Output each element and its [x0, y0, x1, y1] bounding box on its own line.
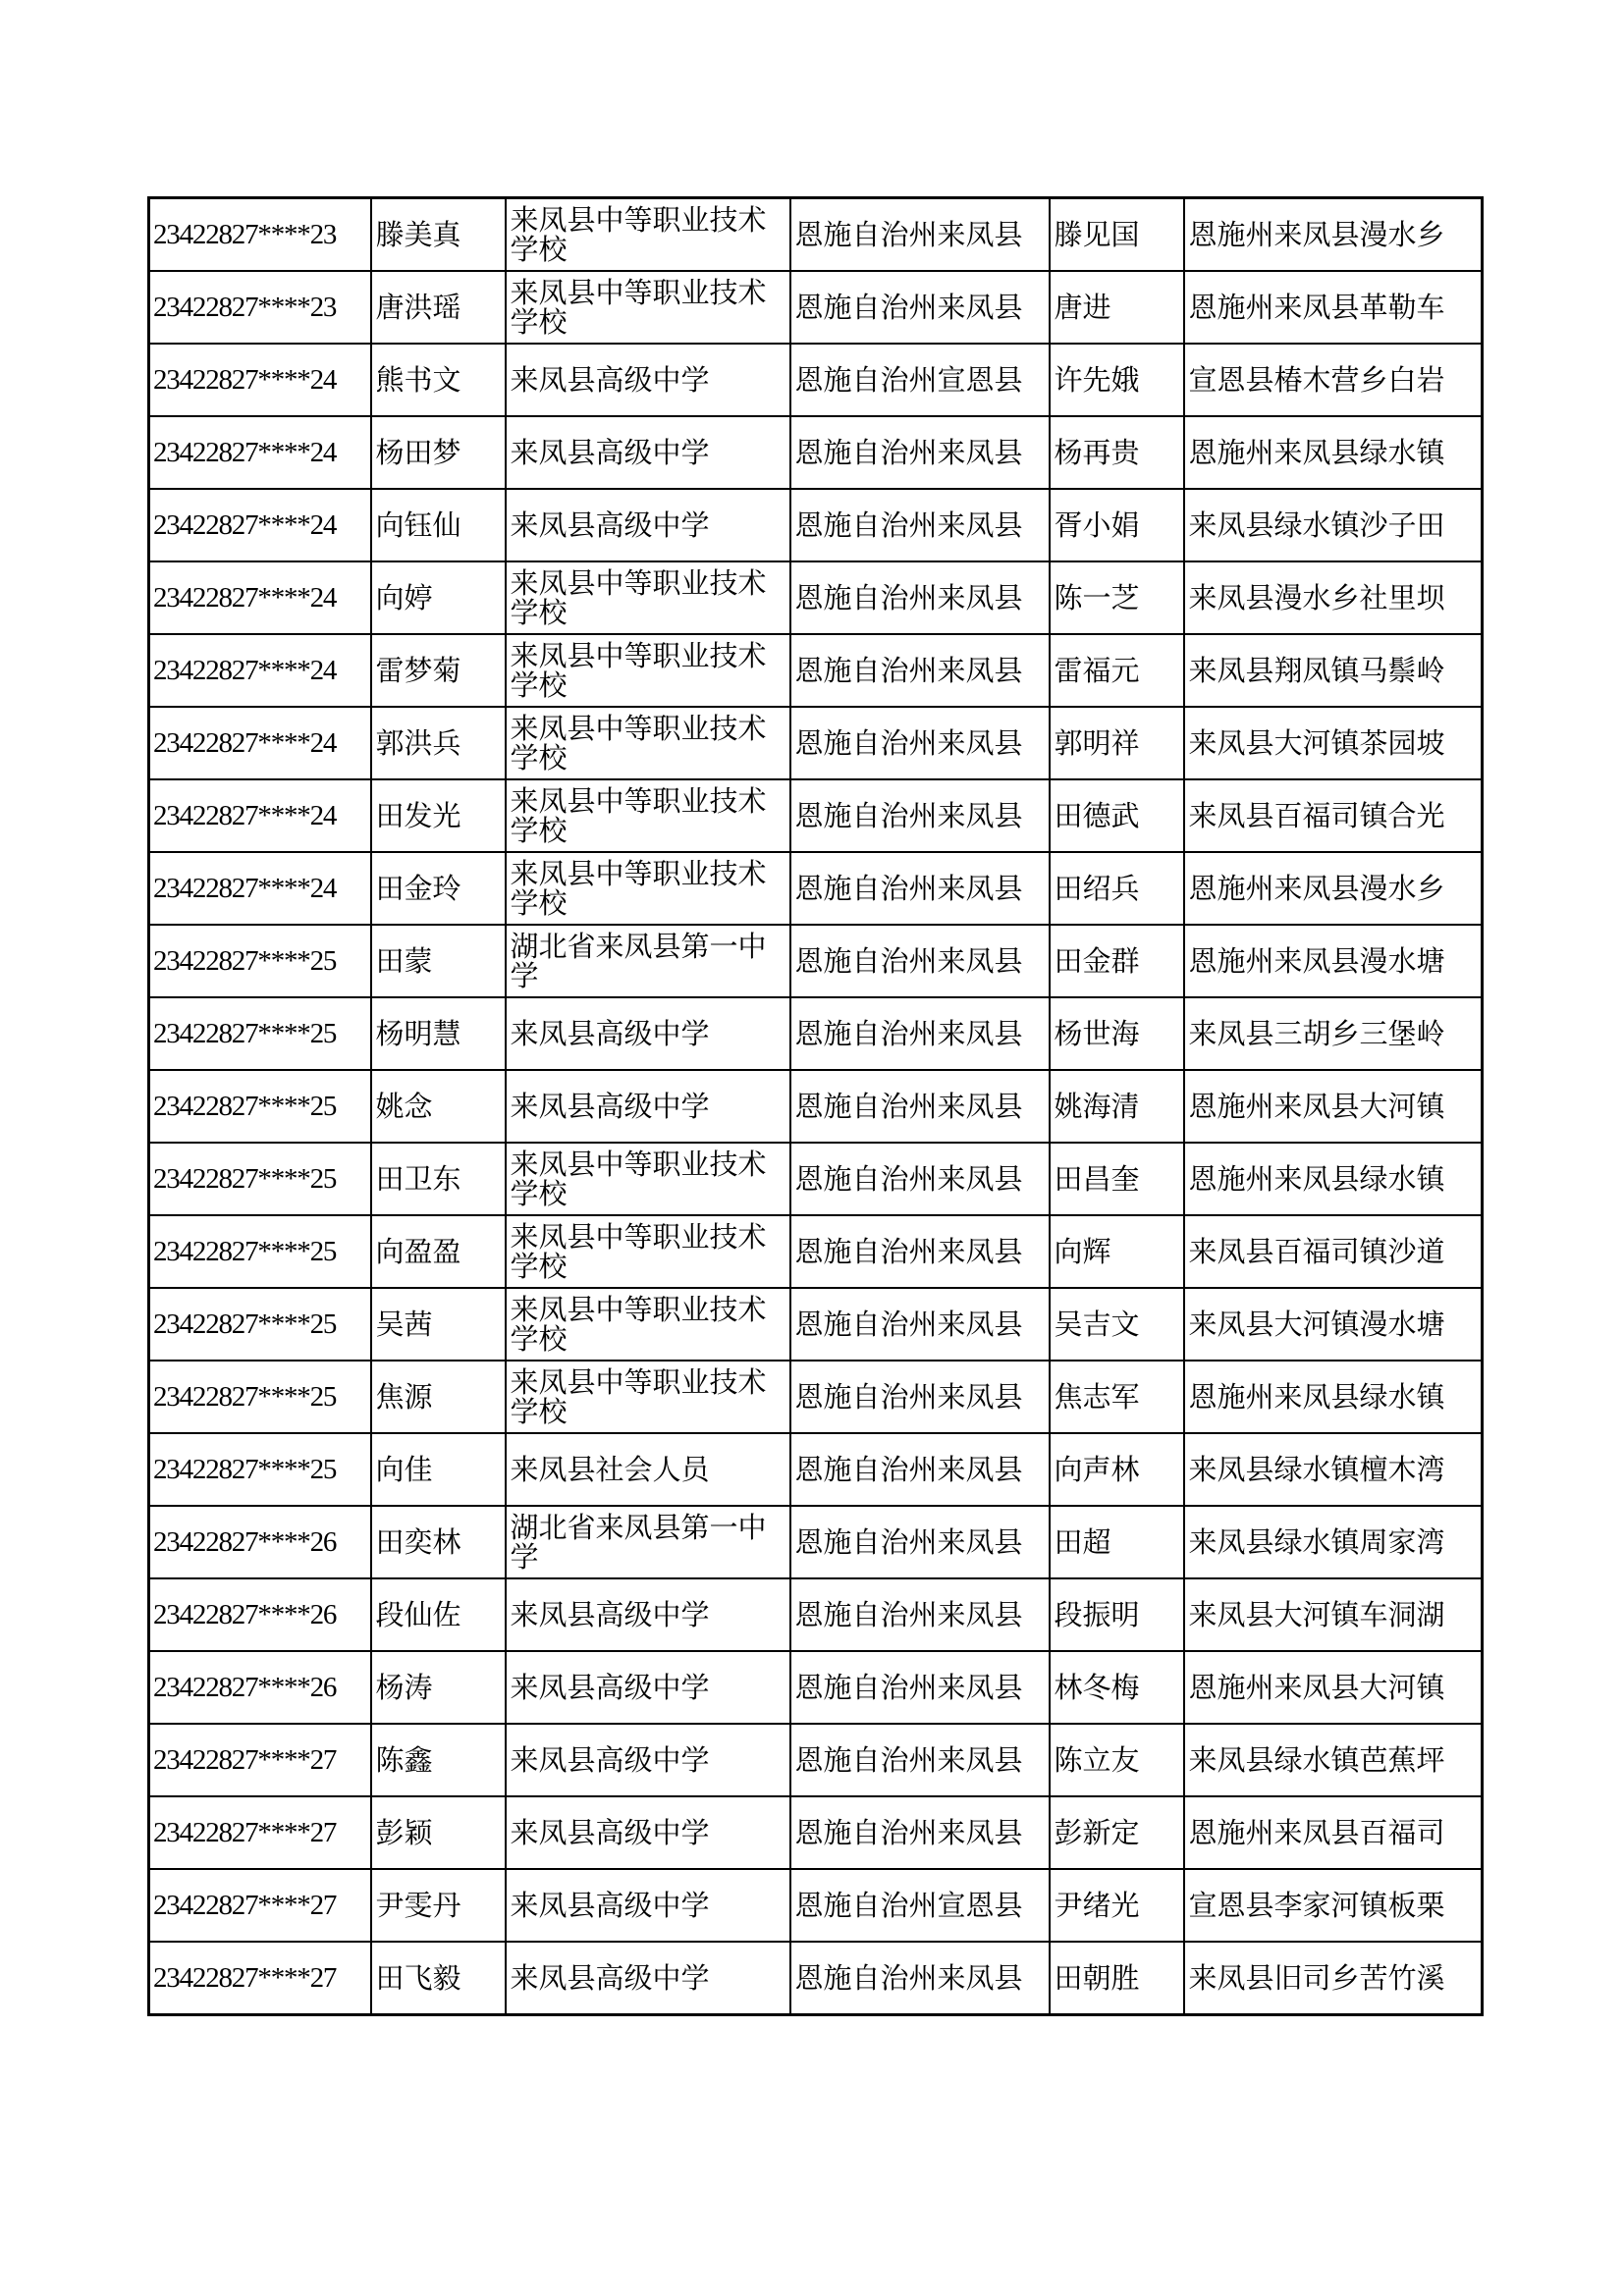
- address-cell: 恩施州来凤县百福司: [1184, 1796, 1483, 1869]
- address-cell: 恩施州来凤县漫水塘: [1184, 925, 1483, 997]
- table-row: [149, 852, 1483, 925]
- id-number-cell: 23422827****24: [149, 707, 371, 779]
- address-cell: 恩施州来凤县革勒车: [1184, 271, 1483, 344]
- table-row: [149, 1070, 1483, 1143]
- address-cell: 恩施州来凤县绿水镇: [1184, 1143, 1483, 1215]
- school-cell: 来凤县高级中学: [506, 1578, 790, 1651]
- student-name-cell: 田奕林: [371, 1506, 506, 1578]
- region-cell: 恩施自治州来凤县: [790, 1070, 1050, 1143]
- student-name-cell: 熊书文: [371, 344, 506, 416]
- school-cell: 来凤县中等职业技术学校: [506, 779, 790, 852]
- address-cell: 恩施州来凤县绿水镇: [1184, 416, 1483, 489]
- guardian-name-cell: 胥小娟: [1050, 489, 1184, 561]
- address-cell: 来凤县漫水乡社里坝: [1184, 561, 1483, 634]
- address-cell: 来凤县绿水镇沙子田: [1184, 489, 1483, 561]
- region-cell: 恩施自治州来凤县: [790, 561, 1050, 634]
- address-cell: 来凤县大河镇车洞湖: [1184, 1578, 1483, 1651]
- table-row: [149, 1942, 1483, 2015]
- region-cell: 恩施自治州宣恩县: [790, 1869, 1050, 1942]
- school-cell: 来凤县高级中学: [506, 1651, 790, 1724]
- id-number-cell: 23422827****24: [149, 416, 371, 489]
- student-name-cell: 田发光: [371, 779, 506, 852]
- table-row: [149, 344, 1483, 416]
- school-cell: 来凤县高级中学: [506, 1869, 790, 1942]
- id-number-cell: 23422827****25: [149, 925, 371, 997]
- school-cell: 来凤县高级中学: [506, 489, 790, 561]
- student-name-cell: 向婷: [371, 561, 506, 634]
- id-number-cell: 23422827****24: [149, 561, 371, 634]
- school-cell: 来凤县高级中学: [506, 997, 790, 1070]
- table-row: [149, 1288, 1483, 1361]
- address-cell: 恩施州来凤县大河镇: [1184, 1651, 1483, 1724]
- id-number-cell: 23422827****24: [149, 489, 371, 561]
- school-cell: 来凤县高级中学: [506, 1070, 790, 1143]
- table-row: [149, 925, 1483, 997]
- address-cell: 来凤县绿水镇芭蕉坪: [1184, 1724, 1483, 1796]
- id-number-cell: 23422827****26: [149, 1506, 371, 1578]
- student-name-cell: 向钰仙: [371, 489, 506, 561]
- table-row: [149, 707, 1483, 779]
- school-cell: 来凤县中等职业技术学校: [506, 1361, 790, 1433]
- student-name-cell: 唐洪瑶: [371, 271, 506, 344]
- id-number-cell: 23422827****24: [149, 344, 371, 416]
- id-number-cell: 23422827****24: [149, 634, 371, 707]
- student-name-cell: 郭洪兵: [371, 707, 506, 779]
- id-number-cell: 23422827****27: [149, 1724, 371, 1796]
- guardian-name-cell: 陈一芝: [1050, 561, 1184, 634]
- school-cell: 来凤县中等职业技术学校: [506, 852, 790, 925]
- id-number-cell: 23422827****24: [149, 852, 371, 925]
- table-row: [149, 1361, 1483, 1433]
- school-cell: 来凤县中等职业技术学校: [506, 1288, 790, 1361]
- student-name-cell: 向盈盈: [371, 1215, 506, 1288]
- guardian-name-cell: 段振明: [1050, 1578, 1184, 1651]
- region-cell: 恩施自治州来凤县: [790, 1361, 1050, 1433]
- address-cell: 宣恩县李家河镇板栗: [1184, 1869, 1483, 1942]
- school-cell: 湖北省来凤县第一中学: [506, 925, 790, 997]
- student-name-cell: 杨田梦: [371, 416, 506, 489]
- id-number-cell: 23422827****25: [149, 1215, 371, 1288]
- region-cell: 恩施自治州来凤县: [790, 852, 1050, 925]
- guardian-name-cell: 吴吉文: [1050, 1288, 1184, 1361]
- address-cell: 恩施州来凤县绿水镇: [1184, 1361, 1483, 1433]
- guardian-name-cell: 许先娥: [1050, 344, 1184, 416]
- student-name-cell: 段仙佐: [371, 1578, 506, 1651]
- guardian-name-cell: 彭新定: [1050, 1796, 1184, 1869]
- table-row: [149, 271, 1483, 344]
- region-cell: 恩施自治州来凤县: [790, 1724, 1050, 1796]
- guardian-name-cell: 姚海清: [1050, 1070, 1184, 1143]
- student-name-cell: 尹雯丹: [371, 1869, 506, 1942]
- address-cell: 来凤县大河镇漫水塘: [1184, 1288, 1483, 1361]
- region-cell: 恩施自治州来凤县: [790, 416, 1050, 489]
- table-row: [149, 1651, 1483, 1724]
- id-number-cell: 23422827****25: [149, 997, 371, 1070]
- table-row: [149, 561, 1483, 634]
- student-name-cell: 杨明慧: [371, 997, 506, 1070]
- guardian-name-cell: 田昌奎: [1050, 1143, 1184, 1215]
- guardian-name-cell: 杨再贵: [1050, 416, 1184, 489]
- region-cell: 恩施自治州来凤县: [790, 1288, 1050, 1361]
- school-cell: 来凤县中等职业技术学校: [506, 561, 790, 634]
- id-number-cell: 23422827****25: [149, 1361, 371, 1433]
- guardian-name-cell: 田金群: [1050, 925, 1184, 997]
- student-name-cell: 田蒙: [371, 925, 506, 997]
- guardian-name-cell: 唐进: [1050, 271, 1184, 344]
- guardian-name-cell: 滕见国: [1050, 198, 1184, 272]
- id-number-cell: 23422827****25: [149, 1433, 371, 1506]
- region-cell: 恩施自治州来凤县: [790, 1506, 1050, 1578]
- roster-body: [149, 198, 1483, 2015]
- school-cell: 来凤县高级中学: [506, 1942, 790, 2015]
- id-number-cell: 23422827****27: [149, 1796, 371, 1869]
- guardian-name-cell: 杨世海: [1050, 997, 1184, 1070]
- guardian-name-cell: 向辉: [1050, 1215, 1184, 1288]
- id-number-cell: 23422827****25: [149, 1288, 371, 1361]
- table-row: [149, 1578, 1483, 1651]
- student-name-cell: 姚念: [371, 1070, 506, 1143]
- id-number-cell: 23422827****24: [149, 779, 371, 852]
- student-name-cell: 田卫东: [371, 1143, 506, 1215]
- address-cell: 宣恩县椿木营乡白岩: [1184, 344, 1483, 416]
- table-row: [149, 1796, 1483, 1869]
- address-cell: 来凤县绿水镇周家湾: [1184, 1506, 1483, 1578]
- id-number-cell: 23422827****25: [149, 1070, 371, 1143]
- guardian-name-cell: 焦志军: [1050, 1361, 1184, 1433]
- id-number-cell: 23422827****26: [149, 1651, 371, 1724]
- region-cell: 恩施自治州来凤县: [790, 779, 1050, 852]
- table-row: [149, 1433, 1483, 1506]
- school-cell: 来凤县高级中学: [506, 344, 790, 416]
- guardian-name-cell: 田绍兵: [1050, 852, 1184, 925]
- table-row: [149, 1215, 1483, 1288]
- table-row: [149, 1724, 1483, 1796]
- guardian-name-cell: 郭明祥: [1050, 707, 1184, 779]
- address-cell: 恩施州来凤县大河镇: [1184, 1070, 1483, 1143]
- table-row: [149, 198, 1483, 272]
- table-row: [149, 489, 1483, 561]
- student-roster-table: [147, 196, 1484, 2016]
- student-name-cell: 田飞毅: [371, 1942, 506, 2015]
- address-cell: 来凤县百福司镇沙道: [1184, 1215, 1483, 1288]
- region-cell: 恩施自治州来凤县: [790, 1215, 1050, 1288]
- guardian-name-cell: 雷福元: [1050, 634, 1184, 707]
- region-cell: 恩施自治州来凤县: [790, 1651, 1050, 1724]
- table-row: [149, 779, 1483, 852]
- school-cell: 来凤县中等职业技术学校: [506, 634, 790, 707]
- student-name-cell: 田金玲: [371, 852, 506, 925]
- table-row: [149, 997, 1483, 1070]
- guardian-name-cell: 田超: [1050, 1506, 1184, 1578]
- address-cell: 恩施州来凤县漫水乡: [1184, 198, 1483, 272]
- school-cell: 来凤县高级中学: [506, 1796, 790, 1869]
- id-number-cell: 23422827****26: [149, 1578, 371, 1651]
- region-cell: 恩施自治州来凤县: [790, 925, 1050, 997]
- table-row: [149, 1869, 1483, 1942]
- student-name-cell: 雷梦菊: [371, 634, 506, 707]
- student-name-cell: 焦源: [371, 1361, 506, 1433]
- address-cell: 来凤县旧司乡苦竹溪: [1184, 1942, 1483, 2015]
- guardian-name-cell: 田朝胜: [1050, 1942, 1184, 2015]
- guardian-name-cell: 向声林: [1050, 1433, 1184, 1506]
- region-cell: 恩施自治州来凤县: [790, 198, 1050, 272]
- student-name-cell: 滕美真: [371, 198, 506, 272]
- id-number-cell: 23422827****23: [149, 198, 371, 272]
- table-row: [149, 416, 1483, 489]
- school-cell: 来凤县中等职业技术学校: [506, 271, 790, 344]
- region-cell: 恩施自治州来凤县: [790, 707, 1050, 779]
- student-name-cell: 向佳: [371, 1433, 506, 1506]
- school-cell: 来凤县中等职业技术学校: [506, 1215, 790, 1288]
- id-number-cell: 23422827****23: [149, 271, 371, 344]
- id-number-cell: 23422827****25: [149, 1143, 371, 1215]
- id-number-cell: 23422827****27: [149, 1869, 371, 1942]
- school-cell: 湖北省来凤县第一中学: [506, 1506, 790, 1578]
- table-row: [149, 634, 1483, 707]
- region-cell: 恩施自治州来凤县: [790, 1578, 1050, 1651]
- guardian-name-cell: 林冬梅: [1050, 1651, 1184, 1724]
- address-cell: 来凤县绿水镇檀木湾: [1184, 1433, 1483, 1506]
- address-cell: 恩施州来凤县漫水乡: [1184, 852, 1483, 925]
- student-name-cell: 陈鑫: [371, 1724, 506, 1796]
- school-cell: 来凤县中等职业技术学校: [506, 1143, 790, 1215]
- region-cell: 恩施自治州来凤县: [790, 1942, 1050, 2015]
- address-cell: 来凤县翔凤镇马鬃岭: [1184, 634, 1483, 707]
- region-cell: 恩施自治州来凤县: [790, 489, 1050, 561]
- guardian-name-cell: 尹绪光: [1050, 1869, 1184, 1942]
- region-cell: 恩施自治州来凤县: [790, 1433, 1050, 1506]
- school-cell: 来凤县高级中学: [506, 1724, 790, 1796]
- school-cell: 来凤县高级中学: [506, 416, 790, 489]
- region-cell: 恩施自治州来凤县: [790, 1796, 1050, 1869]
- region-cell: 恩施自治州来凤县: [790, 997, 1050, 1070]
- region-cell: 恩施自治州来凤县: [790, 634, 1050, 707]
- region-cell: 恩施自治州宣恩县: [790, 344, 1050, 416]
- table-row: [149, 1506, 1483, 1578]
- table-row: [149, 1143, 1483, 1215]
- address-cell: 来凤县三胡乡三堡岭: [1184, 997, 1483, 1070]
- student-name-cell: 杨涛: [371, 1651, 506, 1724]
- id-number-cell: 23422827****27: [149, 1942, 371, 2015]
- student-name-cell: 吴茜: [371, 1288, 506, 1361]
- school-cell: 来凤县中等职业技术学校: [506, 707, 790, 779]
- region-cell: 恩施自治州来凤县: [790, 271, 1050, 344]
- address-cell: 来凤县百福司镇合光: [1184, 779, 1483, 852]
- guardian-name-cell: 田德武: [1050, 779, 1184, 852]
- school-cell: 来凤县中等职业技术学校: [506, 198, 790, 272]
- guardian-name-cell: 陈立友: [1050, 1724, 1184, 1796]
- school-cell: 来凤县社会人员: [506, 1433, 790, 1506]
- region-cell: 恩施自治州来凤县: [790, 1143, 1050, 1215]
- student-name-cell: 彭颖: [371, 1796, 506, 1869]
- address-cell: 来凤县大河镇茶园坡: [1184, 707, 1483, 779]
